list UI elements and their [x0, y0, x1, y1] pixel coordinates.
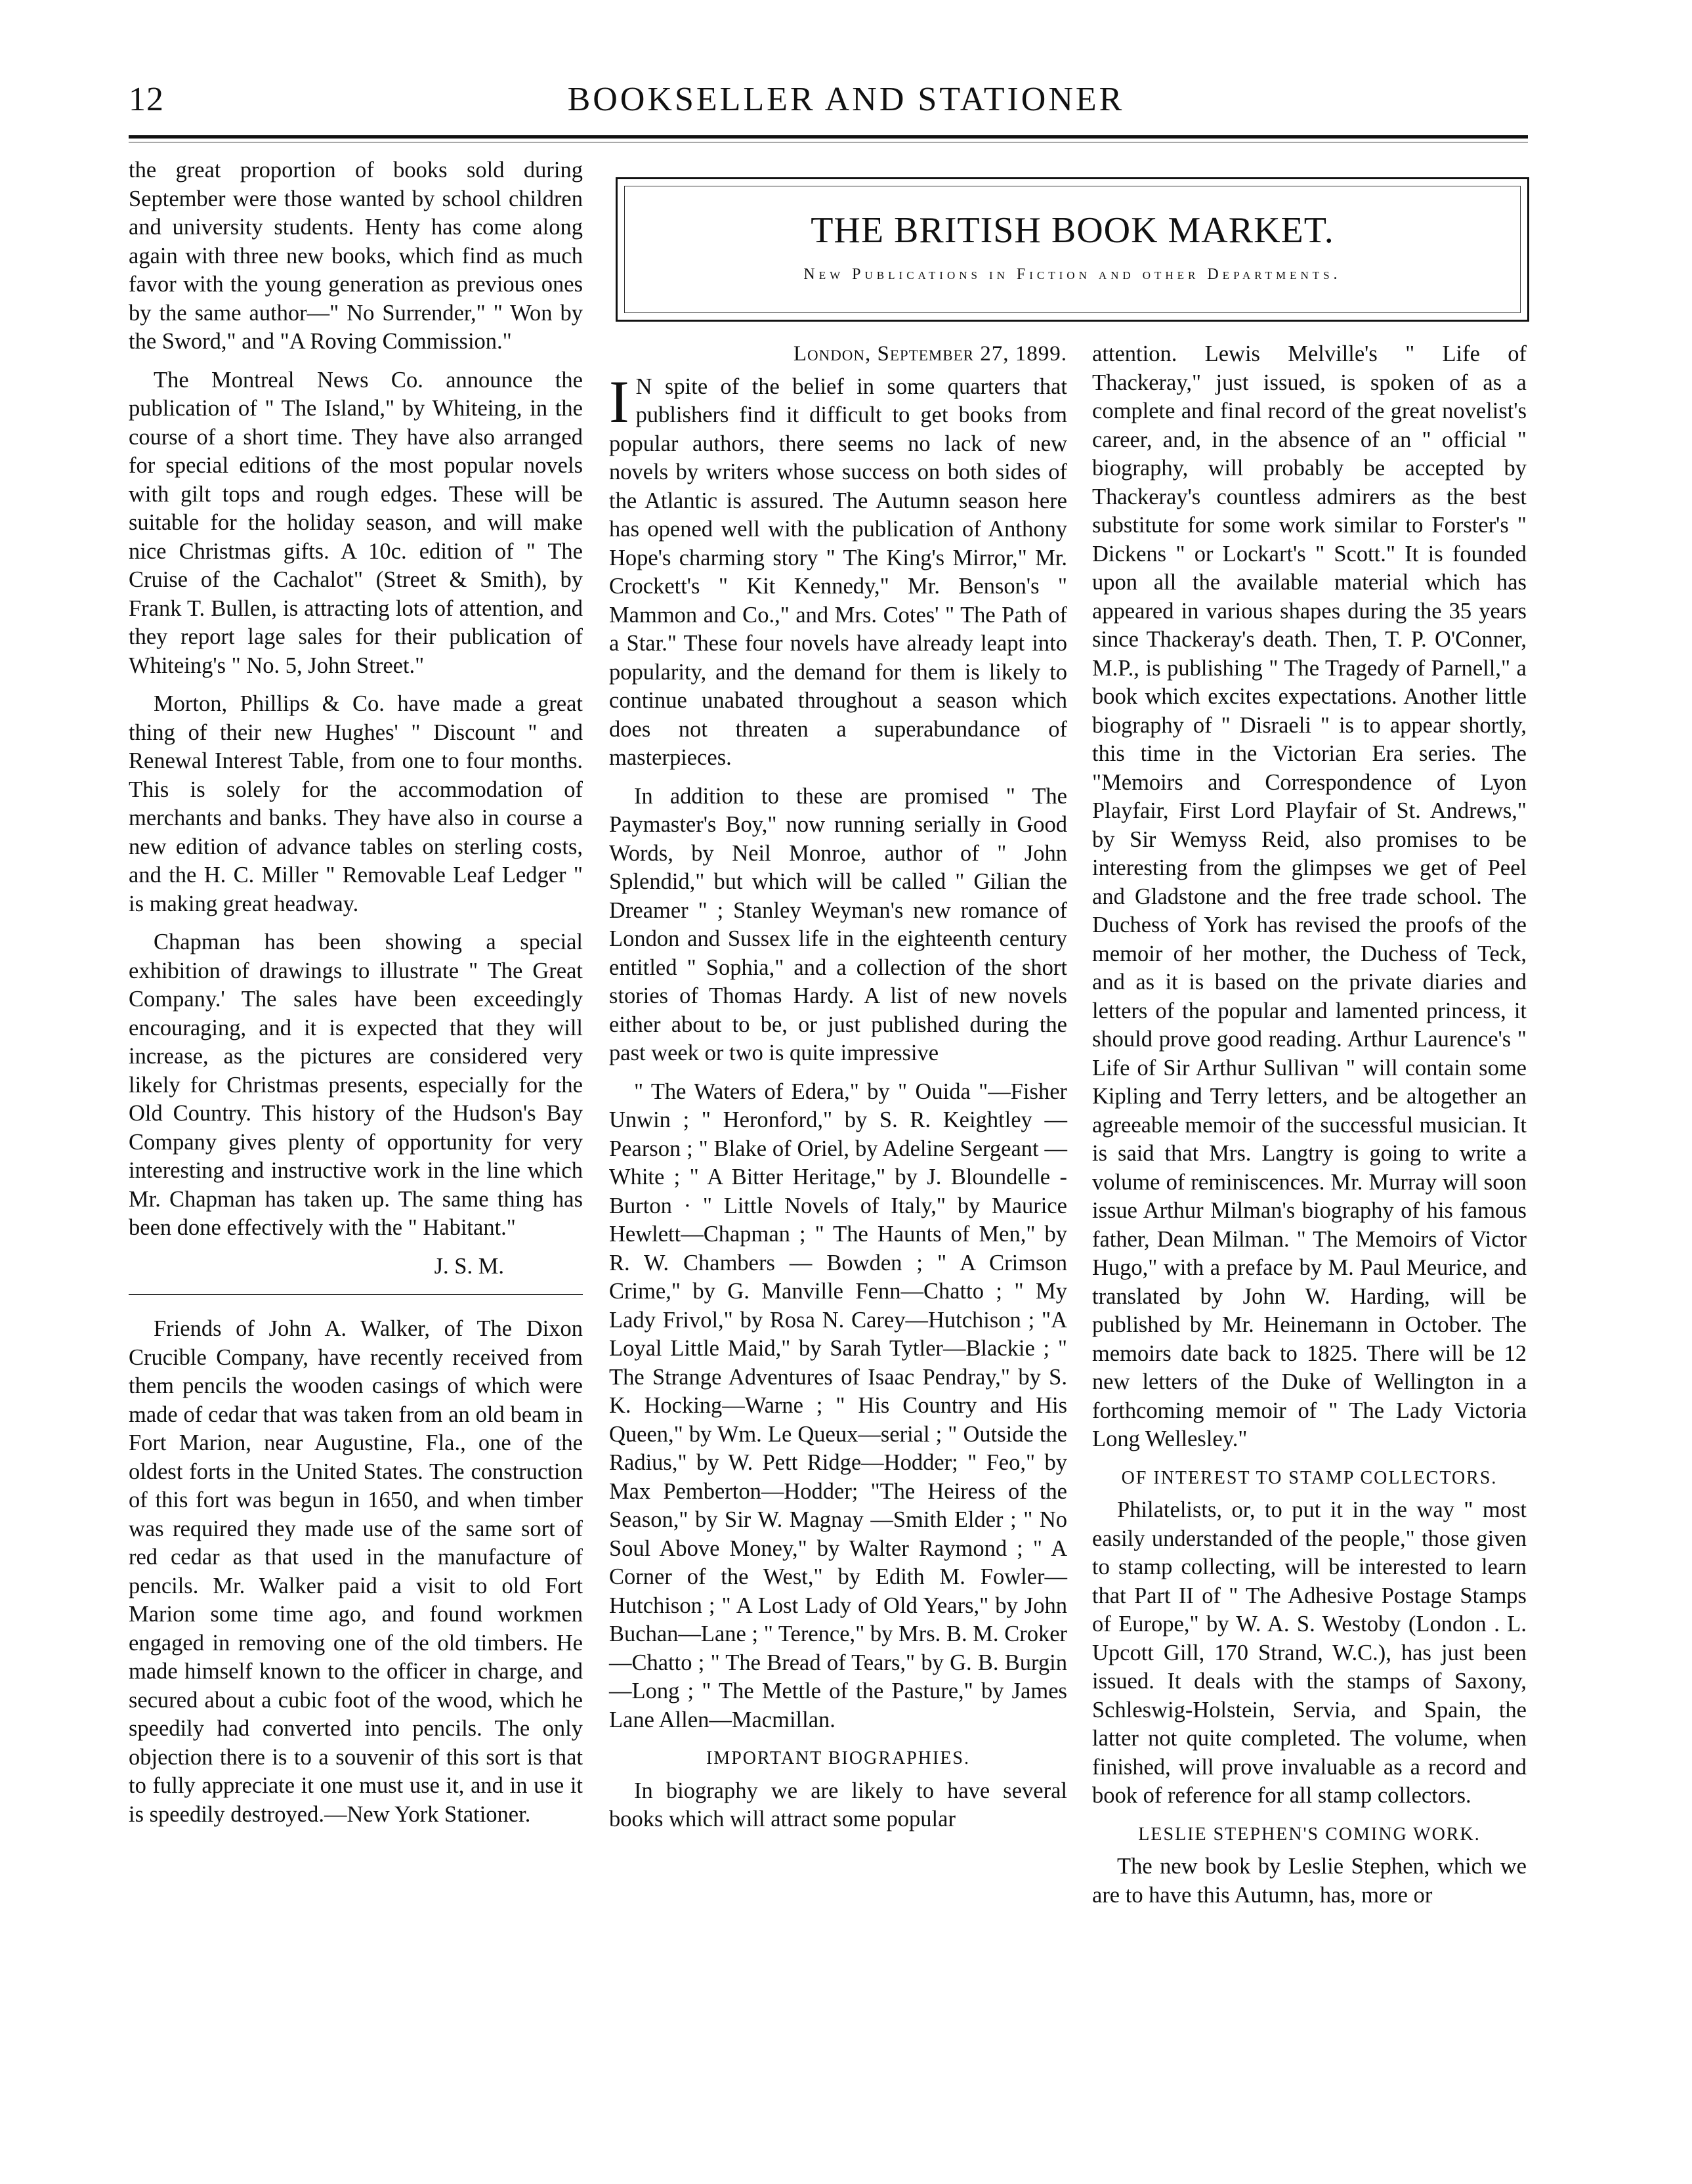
- paragraph: attention. Lewis Melville's " Life of Thackeray," just issued, is spoken of as a complete and final record of the great novelist's career, and, in the absence of an " official " biography, will probably be accepted by Thackeray's countless admirers as the best substitute for some work similar to Forster's " Dickens " or Lockart's " Scott." It is founded upon all the available material which has appeared in various shapes during the 35 years since Thackeray's death. Then, T. P. O'Conner, M.P., is publishing " The Tragedy of Parnell," a book which excites expectations. Another little biography of " Disraeli " is to appear shortly, this time in the Victorian Era series. The "Memoirs and Correspondence of Lyon Playfair, First Lord Playfair of St. Andrews," by Sir Wemyss Reid, also promises to be interesting from the glimpses we get of Peel and Gladstone and the free trade school. The Duchess of York has revised the proofs of the memoir of her mother, the Duchess of Teck, and as it is based on the private diaries and letters of the popular and lamented princess, it should prove good reading. Arthur Laurence's " Life of Sir Arthur Sullivan " will contain some Kipling and Terry letters, and be altogether an agreeable memoir of the successful musician. It is said that Mrs. Langtry is going to write a volume of reminiscences. Mr. Murray will soon issue Arthur Milman's biography of his famous father, Dean Milman. " The Memoirs of Victor Hugo," with a preface by M. Paul Meurice, and translated by John W. Harding, will be published by Mr. Heinemann in October. The memoirs date back to 1825. There will be 12 new letters of the Duke of Wellington in a forthcoming memoir of " The Lady Victoria Long Wellesley.": [1092, 341, 1527, 1451]
- header-rule: [129, 135, 1528, 139]
- feature-heading-box: [616, 177, 1529, 322]
- paragraph: Chapman has been showing a special exhibition of drawings to illustrate " The Great Company.' The sales have been exceedingly encouraging, and it is expected that they will increase, as the pictures are considered very likely for Christmas presents, especially for the Old Country. This history of the Hudson's Bay Company gives plenty of opportunity for very interesting and instructive work in the line which Mr. Chapman has taken up. The same thing has been done effectively with the " Habitant.": [129, 930, 583, 1240]
- paragraph: Friends of John A. Walker, of The Dixon Crucible Company, have recently received from them pencils the wooden casings of which were made of cedar that was taken from an old beam in Fort Marion, near Augustine, Fla., one of the oldest forts in the United States. The construction of this fort was begun in 1650, and when timber was required they made use of the same sort of red cedar as that used in the manufacture of pencils. Mr. Walker paid a visit to old Fort Marion some time ago, and found workmen engaged in removing one of the old timbers. He made himself known to the officer in charge, and secured about a cubic foot of the wood, which he speedily had converted into pencils. The only objection there is to a souvenir of this sort is that to fully appreciate it one must use it, and in use it is speedily destroyed.—New York Stationer.: [129, 1316, 583, 1827]
- subheading: LESLIE STEPHEN'S COMING WORK.: [1138, 1824, 1481, 1845]
- paragraph: [609, 368, 1067, 773]
- subheading: IMPORTANT BIOGRAPHIES.: [706, 1748, 971, 1768]
- subheading: OF INTEREST TO STAMP COLLECTORS.: [1121, 1467, 1498, 1488]
- paragraph-text: N spite of the belief in some quarters that publishers find it difficult to get books from popular authors, there seems no lack of new novels by writers whose success on both sides of the Atlantic is assured. The Autumn season here has opened well with the publication of Anthony Hope's charming story " The King's Mirror," Mr. Crockett's " Kit Kennedy," Mr. Benson's " Mammon and Co.," and Mrs. Cotes' " The Path of a Star." These four novels have already leapt into popularity, and the demand for them is likely to continue unabated throughout a season which does not threaten a superabundance of masterpieces.: [609, 374, 1067, 770]
- running-head-title: BOOKSELLER AND STATIONER: [567, 81, 1125, 118]
- feature-subtitle: New Publications in Fiction and other Departments.: [803, 266, 1342, 283]
- signature-initials: J. S. M.: [434, 1253, 504, 1279]
- paragraph: the great proportion of books sold during September were those wanted by school children and university students. Henty has come along again with three new books, which find as much favor with the young generation as previous ones by the same author—" No Surrender," " Won by the Sword," and "A Roving Commission.": [129, 158, 583, 354]
- paragraph: Morton, Phillips & Co. have made a great thing of their new Hughes' " Discount " and Renewal Interest Table, from one to four months. This is solely for the accommodation of merchants and banks. They have also in course a new edition of advance tables on sterling costs, and the H. C. Miller " Removable Leaf Ledger " is making great headway.: [129, 691, 583, 916]
- paragraph: The Montreal News Co. announce the publication of " The Island," by Whiteing, in the course of a short time. They have also arranged for special editions of the most popular novels with gilt tops and rough edges. These will be suitable for the holiday season, and will make nice Christmas gifts. A 10c. edition of " The Cruise of the Cachalot" (Street & Smith), by Frank T. Bullen, is attracting lots of attention, and they report lage sales for their publication of Whiteing's " No. 5, John Street.": [129, 367, 583, 678]
- drop-cap: I: [609, 368, 629, 435]
- column-middle: [609, 340, 1067, 1844]
- paragraph: The new book by Leslie Stephen, which we are to have this Autumn, has, more or: [1092, 1854, 1527, 1908]
- paragraph: " The Waters of Edera," by " Ouida "—Fisher Unwin ; " Heronford," by S. R. Keightley —Pearson ; " Blake of Oriel, by Adeline Sergeant — White ; " A Bitter Heritage," by J. Bloundelle - Burton · " Little Novels of Italy," by Maurice Hewlett—Chapman ; " The Haunts of Men," by R. W. Chambers — Bowden ; " A Crimson Crime," by G. Manville Fenn—Chatto ; " My Lady Frivol," by Rosa N. Carey—Hutchison ; "A Loyal Little Maid," by Sarah Tytler—Blackie ; " The Strange Adventures of Isaac Pendray," by S. K. Hocking—Warne ; " His Country and His Queen," by Wm. Le Queux—serial ; " Outside the Radius," by W. Pett Ridge—Hodder; " Feo," by Max Pemberton—Hodder; "The Heiress of the Season," by Sir W. Magnay —Smith Elder ; " No Soul Above Money," by Walter Raymond ; " A Corner of the West," by Edith M. Fowler—Hutchison ; " A Lost Lady of Old Years," by John Buchan—Lane ; " Terence," by Mrs. B. M. Croker—Chatto ; " The Bread of Tears," by G. B. Burgin—Long ; " The Mettle of the Pasture," by James Lane Allen—Macmillan.: [609, 1079, 1067, 1732]
- dateline: London, September 27, 1899.: [793, 342, 1067, 366]
- section-divider: [129, 1294, 583, 1295]
- paragraph: Philatelists, or, to put it in the way " most easily understanded of the people," those given to stamp collecting, will be interested to learn that Part II of " The Adhesive Postage Stamps of Europe," by W. A. S. Westoby (London . L. Upcott Gill, 170 Strand, W.C.), has just been issued. It deals with the stamps of Saxony, Schleswig-Holstein, Servia, and Spain, the latter not quite completed. The volume, when finished, will prove invaluable as a record and book of reference for all stamp collectors.: [1092, 1497, 1527, 1808]
- column-right: [1092, 340, 1527, 1919]
- column-left: [129, 156, 583, 1839]
- feature-title: THE BRITISH BOOK MARKET.: [811, 210, 1334, 251]
- paragraph: In biography we are likely to have several books which will attract some popular: [609, 1778, 1067, 1831]
- paragraph: In addition to these are promised " The Paymaster's Boy," now running serially in Good Words, by Neil Monroe, author of " John Splendid," but which will be called " Gilian the Dreamer " ; Stanley Weyman's new romance of London and Sussex life in the eighteenth century entitled " Sophia," and a collection of the short stories of Thomas Hardy. A list of new novels either about to be, or just published during the past week or two is quite impressive: [609, 783, 1067, 1065]
- page-number: 12: [129, 81, 164, 118]
